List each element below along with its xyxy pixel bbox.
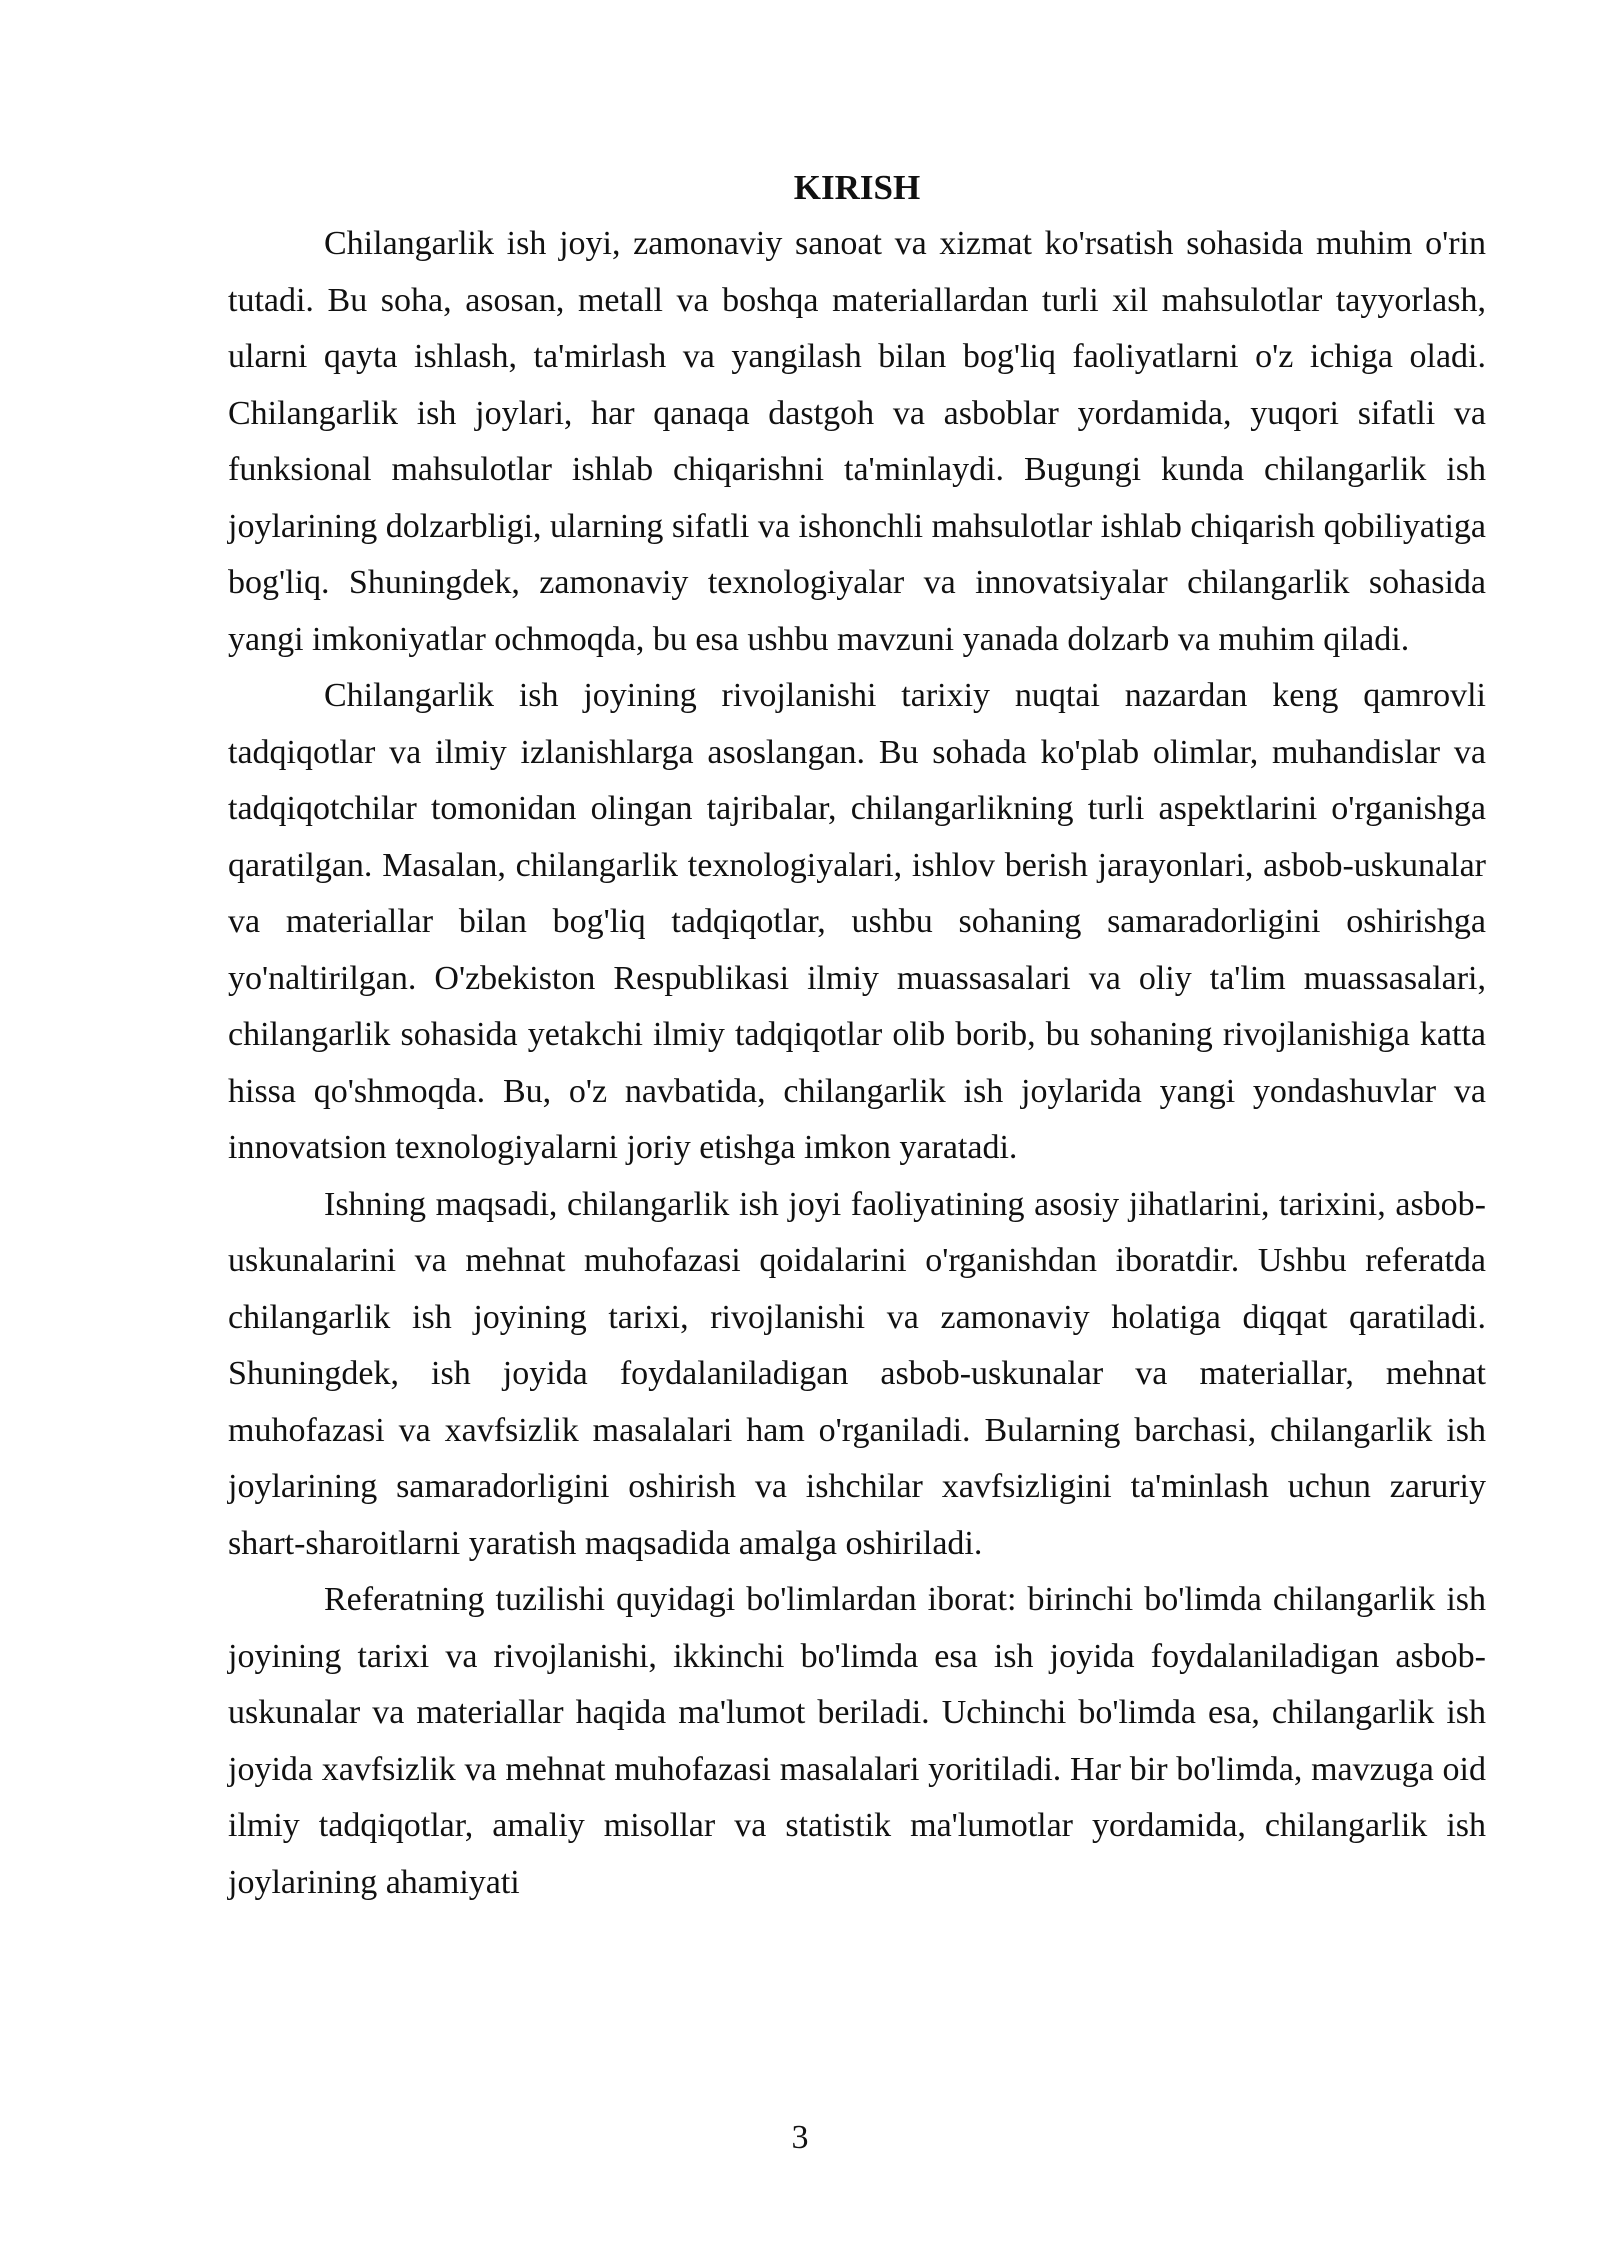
page-number: 3 <box>791 2119 809 2156</box>
paragraph-4: Referatning tuzilishi quyidagi bo'limlardan iborat: birinchi bo'limda chilangarlik ish joyining tarixi va rivojlanishi, ikkinchi bo'limda esa ish joyida foydalaniladigan asbob-uskunalar va materiallar haqida ma'lumot beriladi. Uchinchi bo'limda esa, chilangarlik ish joyida xavfsizlik va mehnat muhofazasi masalalari yoritiladi. Har bir bo'limda, mavzuga oid ilmiy tadqiqotlar, amaliy misollar va statistik ma'lumotlar yordamida, chilangarlik ish joylarining ahamiyati <box>228 1581 1486 1901</box>
paragraph-2: Chilangarlik ish joyining rivojlanishi tarixiy nuqtai nazardan keng qamrovli tadqiqotlar va ilmiy izlanishlarga asoslangan. Bu sohada ko'plab olimlar, muhandislar va tadqiqotchilar tomonidan olingan tajribalar, chilangarlikning turli aspektlarini o'rganishga qaratilgan. Masalan, chilangarlik texnologiyalari, ishlov berish jarayonlari, asbob-uskunalar va materiallar bilan bog'liq tadqiqotlar, ushbu sohaning samaradorligini oshirishga yo'naltirilgan. O'zbekiston Respublikasi ilmiy muassasalari va oliy ta'lim muassasalari, chilangarlik sohasida yetakchi ilmiy tadqiqotlar olib borib, bu sohaning rivojlanishiga katta hissa qo'shmoqda. Bu, o'z navbatida, chilangarlik ish joylarida yangi yondashuvlar va innovatsion texnologiyalarni joriy etishga imkon yaratadi. <box>228 677 1486 1166</box>
section-title: KIRISH <box>793 168 921 207</box>
page-content <box>228 160 1486 1911</box>
paragraph-1: Chilangarlik ish joyi, zamonaviy sanoat va xizmat ko'rsatish sohasida muhim o'rin tutadi. Bu soha, asosan, metall va boshqa materiallardan turli xil mahsulotlar tayyorlash, ularni qayta ishlash, ta'mirlash va yangilash bilan bog'liq faoliyatlarni o'z ichiga oladi. Chilangarlik ish joylari, har qanaqa dastgoh va asboblar yordamida, yuqori sifatli va funksional mahsulotlar ishlab chiqarishni ta'minlaydi. Bugungi kunda chilangarlik ish joylarining dolzarbligi, ularning sifatli va ishonchli mahsulotlar ishlab chiqarish qobiliyatiga bog'liq. Shuningdek, zamonaviy texnologiyalar va innovatsiyalar chilangarlik sohasida yangi imkoniyatlar ochmoqda, bu esa ushbu mavzuni yanada dolzarb va muhim qiladi. <box>228 225 1486 658</box>
paragraph-3: Ishning maqsadi, chilangarlik ish joyi faoliyatining asosiy jihatlarini, tarixini, asbob-uskunalarini va mehnat muhofazasi qoidalarini o'rganishdan iboratdir. Ushbu referatda chilangarlik ish joyining tarixi, rivojlanishi va zamonaviy holatiga diqqat qaratiladi. Shuningdek, ish joyida foydalaniladigan asbob-uskunalar va materiallar, mehnat muhofazasi va xavfsizlik masalalari ham o'rganiladi. Bularning barchasi, chilangarlik ish joylarining samaradorligini oshirish va ishchilar xavfsizligini ta'minlash uchun zaruriy shart-sharoitlarni yaratish maqsadida amalga oshiriladi. <box>228 1185 1486 1562</box>
